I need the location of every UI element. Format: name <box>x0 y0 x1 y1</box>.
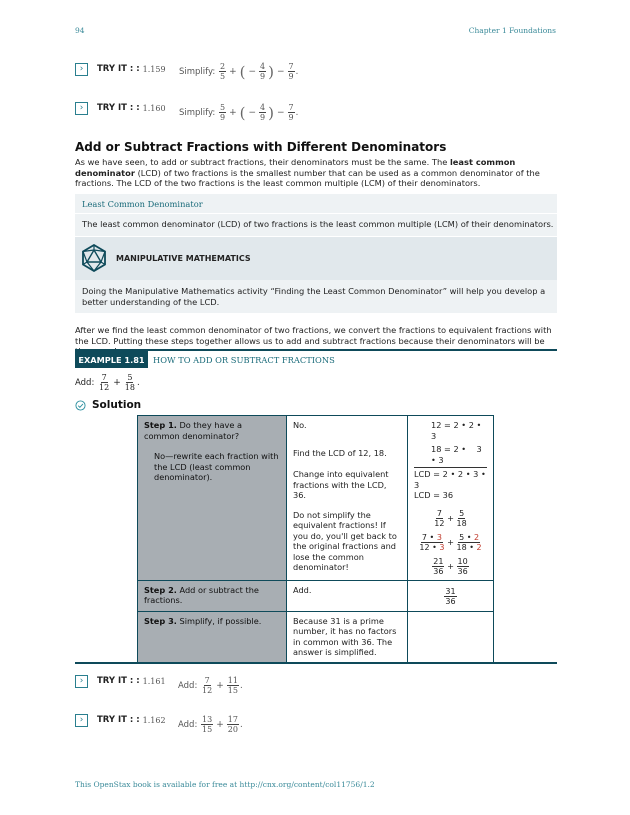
fraction: $\frac{7}{12}$ <box>99 373 110 392</box>
fraction: $\frac{21}{36}$ <box>433 556 444 576</box>
fraction: $\frac{7}{9}$ <box>288 103 294 122</box>
fraction: $\frac{7}{12}$ <box>434 508 445 528</box>
fraction: $\frac{5}{18}$ <box>456 508 467 528</box>
step-2-description: Step 2. Add or subtract the fractions. <box>138 580 287 611</box>
try-it-1161-problem: Add: $\frac{7}{12}$ + $\frac{11}{15}$ . <box>178 676 243 695</box>
try-it-1162 <box>75 712 166 728</box>
fraction: $\frac{31}{36}$ <box>445 586 456 606</box>
problem-prompt: Simplify: <box>179 107 216 118</box>
manipulative-text: Doing the Manipulative Mathematics activity “Finding the Least Common Denominator” will help you develop a better understanding of the LCD. <box>82 286 546 307</box>
try-it-label: TRY IT : : <box>97 715 140 725</box>
definition-title: Least Common Denominator <box>82 199 203 209</box>
fraction: $\frac{11}{15}$ <box>227 676 238 695</box>
try-it-number: 1.160 <box>142 103 166 113</box>
try-it-number: 1.162 <box>142 715 166 725</box>
page-number: 94 <box>75 26 85 35</box>
fraction: $\frac{5}{18}$ <box>124 373 135 392</box>
chevron-right-icon[interactable]: › <box>75 102 88 115</box>
table-row <box>138 416 494 581</box>
example-problem: Add: $\frac{7}{12}$ + $\frac{5}{18}$ . <box>75 373 140 392</box>
step-1-description: Step 1. Do they have a common denominator? No—rewrite each fraction with the LCD (least common denominator). <box>138 416 287 581</box>
try-it-1160-problem: Simplify: $\frac{5}{9}$ + ( − $\frac{4}{9}$ ) − $\frac{7}{9}$ . <box>179 103 299 122</box>
try-it-label: TRY IT : : <box>97 676 140 686</box>
fraction: $\frac{7}{9}$ <box>288 62 294 81</box>
table-row <box>138 611 494 662</box>
after-paragraph: After we find the least common denominator of two fractions, we convert the fractions to equivalent fractions with the LCD. Putting these steps together allows us to add and subtract fractions because their denominators will be <box>75 325 552 346</box>
step-2-work <box>408 580 494 611</box>
try-it-1159-problem: Simplify: $\frac{2}{5}$ + ( − $\frac{4}{9}$ ) − $\frac{7}{9}$ . <box>179 62 299 81</box>
try-it-number: 1.159 <box>142 64 166 74</box>
example-title: HOW TO ADD OR SUBTRACT FRACTIONS <box>153 355 335 365</box>
chevron-right-icon[interactable]: › <box>75 714 88 727</box>
example-end-rule <box>75 662 557 664</box>
solution-title: Solution <box>92 399 142 411</box>
step-2-explanation: Add. <box>287 580 408 611</box>
fraction: $\frac{10}{36}$ <box>457 556 468 576</box>
intro-paragraph: As we have seen, to add or subtract fractions, their denominators must be the same. The least common denominator (LCD) of two fractions is the smallest number that can be used as a common denominator of the fractions. The LCD of the two fractions is the least common multiple (LCM) of their denominators. <box>75 157 540 188</box>
step-1-subtext: No—rewrite each fraction with the LCD (least common denominator). <box>154 451 279 482</box>
check-circle-icon <box>75 400 86 411</box>
fraction: $\frac{7}{12}$ <box>202 676 213 695</box>
fraction: $\frac{4}{9}$ <box>260 103 266 122</box>
table-row <box>138 580 494 611</box>
fraction: $\frac{7 • 3}{12 • 3}$ <box>419 532 445 552</box>
fraction: $\frac{2}{5}$ <box>219 62 226 81</box>
definition-text: The least common denominator (LCD) of two fractions is the least common multiple (LCM) of their denominators. <box>82 219 554 229</box>
example-header <box>75 349 557 370</box>
step-3-description: Step 3. Simplify, if possible. <box>138 611 287 662</box>
try-it-label: TRY IT : : <box>97 64 140 74</box>
manipulative-title: MANIPULATIVE MATHEMATICS <box>116 254 251 263</box>
chevron-right-icon[interactable]: › <box>75 675 88 688</box>
problem-prompt: Simplify: <box>179 66 216 77</box>
fraction: $\frac{4}{9}$ <box>260 62 266 81</box>
problem-prompt: Add: <box>75 377 95 388</box>
try-it-1162-problem: Add: $\frac{13}{15}$ + $\frac{17}{20}$ . <box>178 715 243 734</box>
fraction: $\frac{5 • 2}{18 • 2}$ <box>456 532 482 552</box>
manipulative-box <box>75 237 557 313</box>
problem-prompt: Add: <box>178 719 198 730</box>
section-title: Add or Subtract Fractions with Different Denominators <box>75 140 447 154</box>
example-label: EXAMPLE 1.81 <box>75 351 148 368</box>
fraction: $\frac{17}{20}$ <box>227 715 238 734</box>
problem-prompt: Add: <box>178 680 198 691</box>
footer-link[interactable]: This OpenStax book is available for free at http://cnx.org/content/col11756/1.2 <box>75 780 375 789</box>
try-it-number: 1.161 <box>142 676 166 686</box>
solution-steps-table <box>137 415 494 663</box>
step-1-explanation: No. Find the LCD of 12, 18. Change into equivalent fractions with the LCD, 36. Do not simplify the equivalent fractions! If you do, you'll get back to the original fractions and lose the common denominator! <box>287 416 408 581</box>
fraction: $\frac{5}{9}$ <box>219 103 226 122</box>
term-lcd: least common denominator <box>75 157 516 178</box>
try-it-1160 <box>75 100 166 116</box>
step-3-work <box>408 611 494 662</box>
step-3-explanation: Because 31 is a prime number, it has no factors in common with 36. The answer is simplified. <box>287 611 408 662</box>
icosahedron-icon <box>82 244 106 272</box>
chevron-right-icon[interactable]: › <box>75 63 88 76</box>
definition-box <box>75 194 557 236</box>
fraction: $\frac{13}{15}$ <box>202 715 213 734</box>
step-1-work: 12 = 2 • 2 • 3 18 = 2 • 3 • 3 LCD = 2 • 2 • 3 • 3 LCD = 36 $\frac{7}{12}$ + $\frac{5}{18}$ $\frac{7 • 3}{12 • 3}$ + $\frac{5 • 2}{18 • 2}$ $\frac{21}{36}$ + $\frac{10}{36}$ <box>408 416 494 581</box>
try-it-1159 <box>75 61 166 77</box>
try-it-1161 <box>75 673 166 689</box>
chapter-title: Chapter 1 Foundations <box>468 26 556 35</box>
try-it-label: TRY IT : : <box>97 103 140 113</box>
